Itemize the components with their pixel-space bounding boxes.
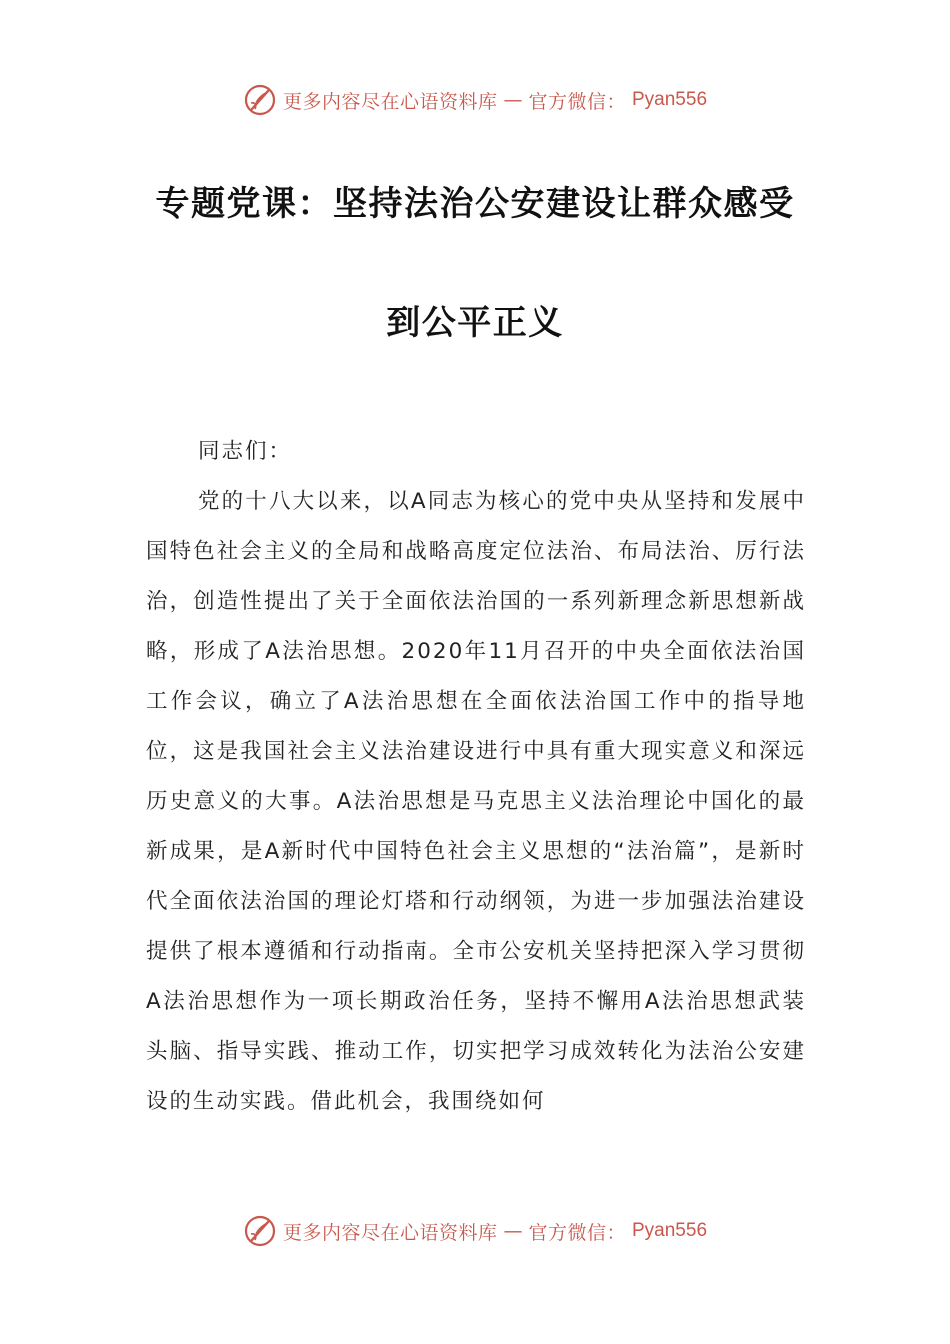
watermark-label: 更多内容尽在心语资料库 (282, 90, 498, 113)
watermark-contact: 官方微信： (528, 90, 626, 113)
watermark-label: 更多内容尽在心语资料库 (282, 1221, 498, 1244)
watermark-dash: — (503, 1220, 523, 1242)
watermark-handle: Pyan556 (632, 1220, 708, 1241)
watermark-dash: — (503, 89, 523, 111)
footer-watermark (0, 1211, 950, 1251)
document-title-line-2: 到公平正义 (386, 303, 564, 343)
document-body (146, 427, 806, 1127)
quill-logo-icon (243, 83, 277, 117)
body-paragraph: 党的十八大以来，以A同志为核心的党中央从坚持和发展中国特色社会主义的全局和战略高度定位法治、布局法治、厉行法治，创造性提出了关于全面依法治国的一系列新理念新思想新战略，形成了A法治思想。2020年11月召开的中央全面依法治国工作会议，确立了A法治思想在全面依法治国工作中的指导地位，这是我国社会主义法治建设进行中具有重大现实意义和深远历史意义的大事。A法治思想是马克思主义法治理论中国化的最新成果，是A新时代中国特色社会主义思想的“法治篇”，是新时代全面依法治国的理论灯塔和行动纲领，为进一步加强法治建设提供了根本遵循和行动指南。全市公安机关坚持把深入学习贯彻A法治思想作为一项长期政治任务，坚持不懈用A法治思想武装头脑、指导实践、推动工作，切实把学习成效转化为法治公安建设的生动实践。借此机会，我围绕如何 (146, 489, 806, 1114)
quill-logo-icon (243, 1214, 277, 1248)
document-title-line-1: 专题党课：坚持法治公安建设让群众感受 (155, 184, 795, 224)
watermark-contact: 官方微信： (528, 1221, 626, 1244)
salutation: 同志们： (198, 439, 293, 464)
watermark-handle: Pyan556 (632, 89, 708, 110)
header-watermark (0, 80, 950, 120)
